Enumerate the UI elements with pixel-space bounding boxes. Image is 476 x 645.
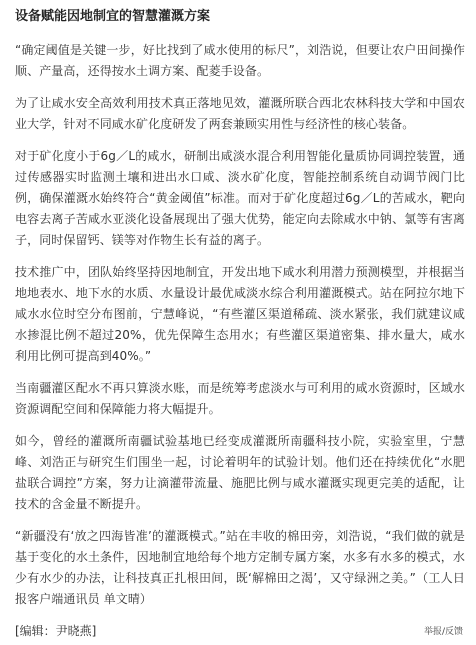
paragraph-6: 如今，曾经的灌溉所南疆试验基地已经变成灌溉所南疆科技小院，实验室里，宁慧峰、刘浩正与研究生们围坐一起，讨论着明年的试验计划。他们还在持续优化“水肥盐联合调控”方案，努力让滴灌带流量、施肥比例与咸水灌溉实现更完美的适配，让技术的含金量不断提升。 <box>15 434 465 511</box>
paragraph-1: “确定阈值是关键一步，好比找到了咸水使用的标尺”，刘浩说，但要让农户田间操作顺、产量高，还得按水土调方案、配菱手设备。 <box>15 43 465 78</box>
editor-credit: [编辑：尹晓燕] <box>15 624 97 638</box>
paragraph-2: 为了让咸水安全高效利用技术真正落地见效，灌溉所联合西北农林科技大学和中国农业大学，针对不同咸水矿化度研发了两套兼顾实用性与经济性的核心装备。 <box>15 96 465 131</box>
paragraph-5: 当南疆灌区配水不再只算淡水账，而是统筹考虑淡水与可利用的咸水资源时，区域水资源调配空间和保障能力将大幅提升。 <box>15 381 465 416</box>
paragraph-3: 对于矿化度小于6g／L的咸水，研制出咸淡水混合利用智能化量质协同调控装置，通过传感器实时监测土壤和进出水口咸、淡水矿化度，智能控制系统自动调节阀门比例，确保灌溉水始终符合“黄金阈值”标准。而对于矿化度超过6g／L的苦咸水，靶向电容去离子苦咸水亚淡化设备展现出了强大优势，能定向去除咸水中钠、氯等有害离子，同时保留钙、镁等对作物生长有益的离子。 <box>15 149 465 247</box>
article-body <box>15 8 465 642</box>
section-heading: 设备赋能因地制宜的智慧灌溉方案 <box>15 9 211 24</box>
paragraph-7: “新疆没有‘放之四海皆准’的灌溉模式。”站在丰收的棉田旁，刘浩说，“我们做的就是基于变化的水土条件，因地制宜地给每个地方定制专属方案，水多有水多的模式，水少有水少的办法，让科技真正扎根田间，既‘解棉田之渴’，又守绿洲之美。”（工人日报客户端通讯员 单文晴） <box>15 529 465 606</box>
report-feedback-link[interactable]: 举报/反馈 <box>423 627 463 637</box>
paragraph-4: 技术推广中，团队始终坚持因地制宜，开发出地下咸水利用潜力预测模型，并根据当地地表水、地下水的水质、水量设计最优咸淡水综合利用灌溉模式。站在阿拉尔地下咸水水位时空分布图前，宁慧峰说，“有些灌区渠道稀疏、淡水紧张，我们就建议咸水掺混比例不超过20%，优先保障生态用水；有些灌区渠道密集、排水量大，咸水利用比例可提高到40%。” <box>15 265 465 363</box>
